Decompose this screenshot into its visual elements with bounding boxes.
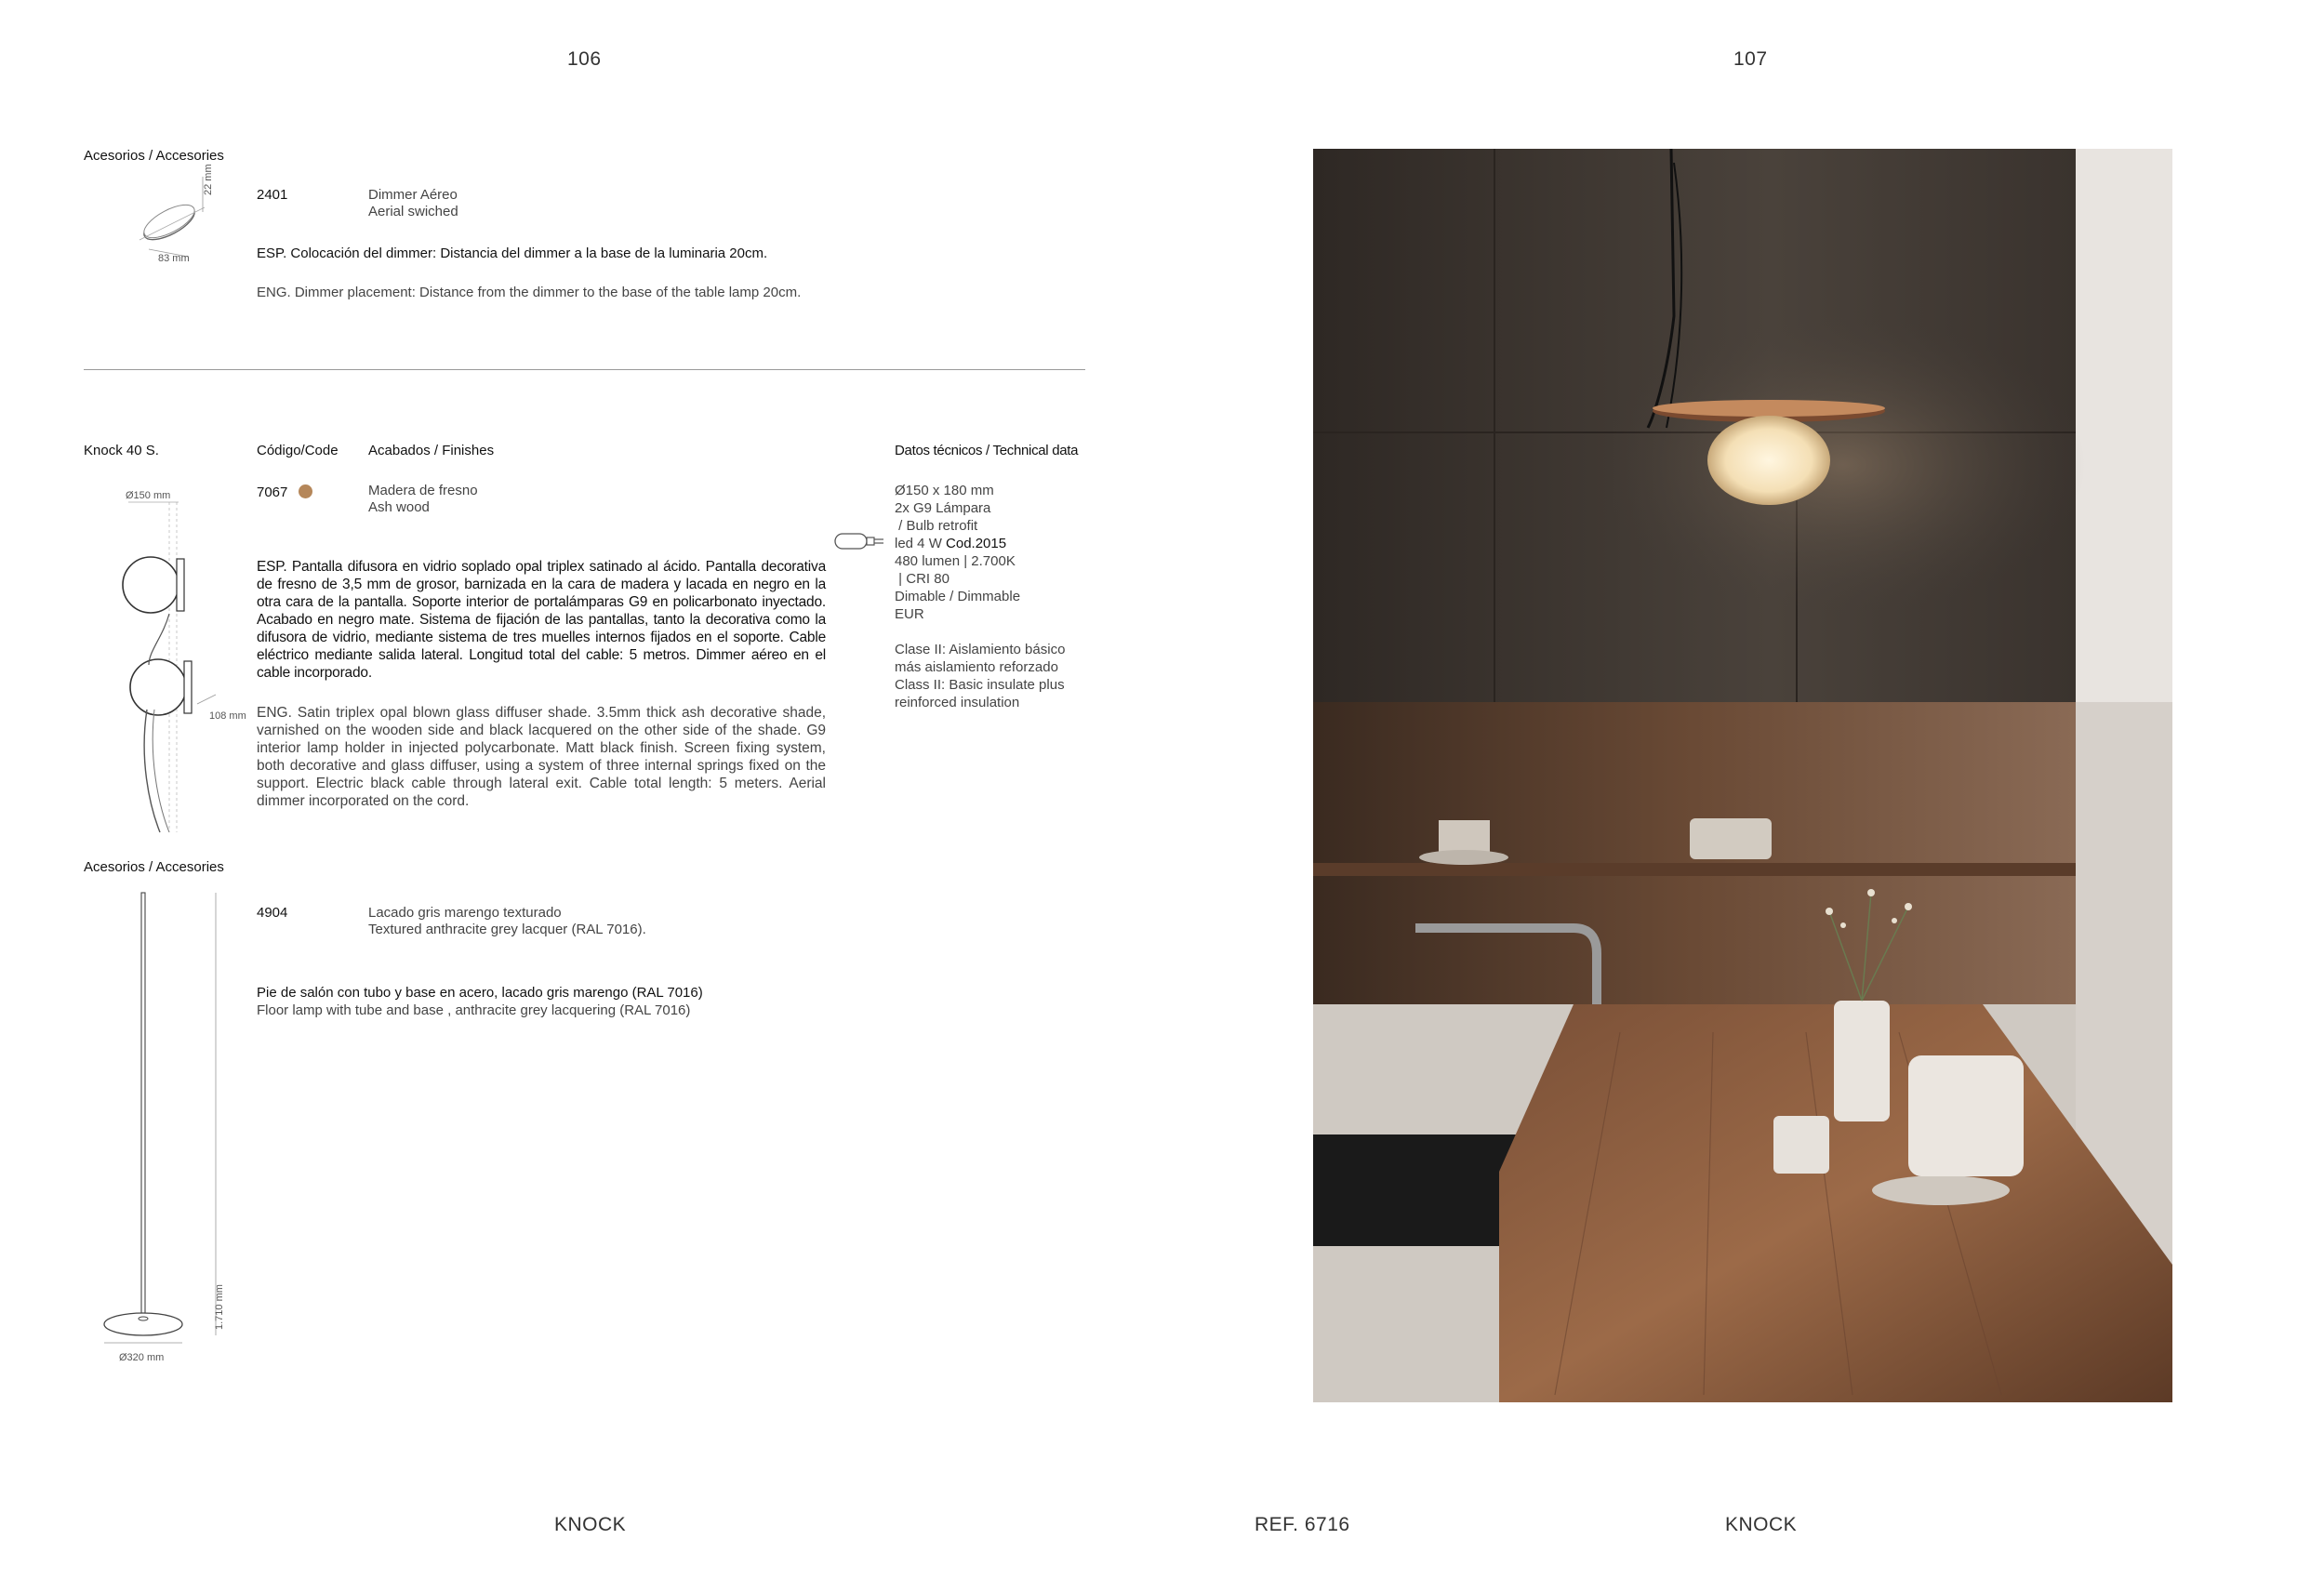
accessory2-code: 4904 (257, 905, 288, 921)
tech-lumen: 480 lumen | 2.700K (895, 553, 1016, 569)
description-es: ESP. Pantalla difusora en vidrio soplado opal triplex satinado al ácido. Pantalla decorativa de fresno de 3,5 mm de grosor, barnizada en la cara de madera y lacada en negro en la otra cara de la pantalla. Soporte interior de portalámparas G9 en policarbonato inyectado. Acabado en negro mate. Sistema de fijación de las pantallas, tanto la decorativa como la difusora de vidrio, mediante sistema de tres muelles internos fijados en el soporte. Cable eléctrico mediante salida lateral. Longitud total del cable: 5 metros. Dimmer aéreo en el cable incorporado. (257, 559, 826, 681)
tech-header: Datos técnicos / Technical data (895, 443, 1079, 458)
ash-wood-swatch (299, 484, 312, 498)
product-name: Knock 40 S. (84, 443, 159, 458)
code-header: Código/Code (257, 443, 339, 458)
accessory2-heading: Acesorios / Accesories (84, 859, 224, 875)
product-code (257, 484, 312, 501)
tech-class-en-1: Class II: Basic insulate plus (895, 677, 1065, 693)
knock-lamp-drawing (112, 498, 242, 842)
diameter-label: Ø150 mm (126, 490, 171, 501)
tech-data (895, 482, 1065, 711)
finish-en: Ash wood (368, 499, 430, 515)
tech-class-en-2: reinforced insulation (895, 695, 1020, 710)
accessory-heading: Acesorios / Accesories (84, 148, 224, 164)
stand-height-label: 1.710 mm (214, 1284, 225, 1330)
tech-led: led 4 W Cod.2015 (895, 536, 1007, 551)
accessory1-code: 2401 (257, 187, 288, 203)
tech-lamp: 2x G9 Lámpara (895, 500, 991, 516)
accessory1-name-en: Aerial swiched (368, 204, 458, 219)
side-dimension-label: 108 mm (209, 710, 246, 722)
kitchen-lamp-photo (1313, 149, 2172, 1402)
page-number-left: 106 (567, 48, 602, 70)
bulb-icon (833, 531, 887, 553)
accessory2-desc-es: Pie de salón con tubo y base en acero, lacado gris marengo (RAL 7016) (257, 985, 703, 1001)
stand-base-label: Ø320 mm (119, 1352, 165, 1363)
tech-dimensions: Ø150 x 180 mm (895, 483, 994, 498)
accessory2-desc-en: Floor lamp with tube and base , anthracite grey lacquering (RAL 7016) (257, 1002, 691, 1018)
dimmer-width-label: 83 mm (158, 253, 190, 264)
tech-dimmable: Dimable / Dimmable (895, 589, 1021, 604)
accessory1-name-es: Dimmer Aéreo (368, 187, 458, 203)
floor-stand-drawing (112, 891, 232, 1347)
tech-class-es-2: más aislamiento reforzado (895, 659, 1058, 675)
footer-center: REF. 6716 (1255, 1514, 1350, 1535)
section-divider (84, 369, 1085, 370)
accessory2-name-en: Textured anthracite grey lacquer (RAL 7016). (368, 922, 646, 937)
tech-class-es-1: Clase II: Aislamiento básico (895, 642, 1066, 657)
footer-right: KNOCK (1725, 1514, 1798, 1535)
finish-header: Acabados / Finishes (368, 443, 495, 458)
footer-left: KNOCK (554, 1514, 627, 1535)
tech-bulb: / Bulb retrofit (895, 518, 978, 534)
tech-eur: EUR (895, 606, 924, 622)
accessory2-name-es: Lacado gris marengo texturado (368, 905, 562, 921)
dimmer-height-label: 22 mm (203, 164, 214, 195)
description-en: ENG. Satin triplex opal blown glass diffuser shade. 3.5mm thick ash decorative shade, varnished on the wooden side and black lacquered on the other side of the shade. G9 interior lamp holder in injected polycarbonate. Matt black finish. Screen fixing system, both decorative and glass diffuser, using a system of three internal springs fixed on the support. Electric black cable through lateral exit. Cable total length: 5 meters. Aerial dimmer incorporated on the cord. (257, 705, 826, 809)
product-code-value: 7067 (257, 484, 288, 500)
dimmer-note-es: ESP. Colocación del dimmer: Distancia del dimmer a la base de la luminaria 20cm. (257, 245, 768, 261)
dimmer-note-en: ENG. Dimmer placement: Distance from the dimmer to the base of the table lamp 20cm. (257, 285, 802, 300)
tech-cri: | CRI 80 (895, 571, 950, 587)
page-number-right: 107 (1733, 48, 1768, 70)
finish-es: Madera de fresno (368, 483, 478, 498)
